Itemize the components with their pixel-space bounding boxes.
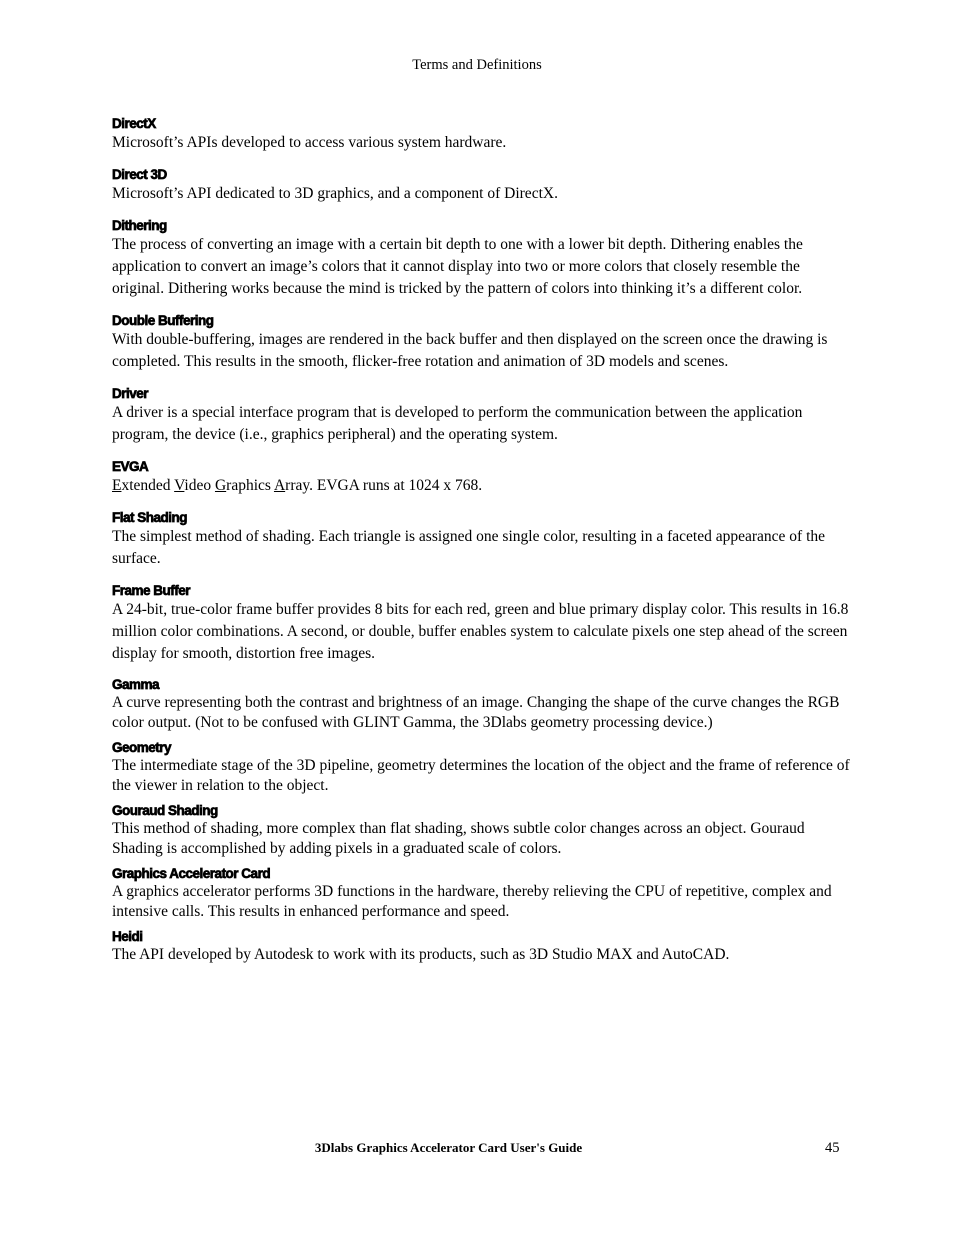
running-footer-title: 3Dlabs Graphics Accelerator Card User's Guide (314, 1140, 583, 1155)
glossary-entry-geometry (112, 739, 852, 796)
term-definition: Microsoft’s API dedicated to 3D graphics, and a component of DirectX. (112, 185, 558, 202)
acronym-letter: V (174, 477, 185, 494)
glossary-entry-gamma (112, 676, 852, 733)
glossary-entry-heidi (112, 928, 852, 965)
term-heading: Frame Buffer (112, 583, 191, 598)
running-header: Terms and Definitions (412, 57, 542, 73)
term-heading: Driver (112, 386, 149, 401)
definition-text: rray. EVGA runs at 1024 x 768. (285, 477, 483, 494)
term-heading: Double Buffering (112, 313, 214, 328)
term-definition: With double-buffering, images are rendered in the back buffer and then displayed on the screen once the drawing is completed. This results in the smooth, flicker-free rotation and animation of 3D models and scenes. (112, 331, 828, 370)
term-heading: DirectX (112, 116, 156, 131)
term-heading: EVGA (112, 459, 149, 474)
glossary-entry-frame-buffer (112, 582, 852, 665)
acronym-letter: G (214, 477, 227, 494)
term-definition: This method of shading, more complex than flat shading, shows subtle color changes across an object. Gouraud Shading is accomplished by adding pixels in a graduated scale of colors. (112, 820, 805, 857)
term-definition: A driver is a special interface program that is developed to perform the communication between the application program, the device (i.e., graphics peripheral) and the operating system. (112, 404, 803, 443)
term-heading: Direct 3D (112, 167, 167, 182)
glossary-entry-flat-shading (112, 509, 852, 570)
term-definition (112, 475, 852, 497)
term-definition: The process of converting an image with a certain bit depth to one with a lower bit depth. Dithering enables the application to convert an image’s colors that it cannot display into two or more colors that closely resemble the original. Dithering works because the mind is tricked by the pattern of colors into thinking it’s a different color. (112, 236, 803, 297)
glossary-entry-direct-3d (112, 166, 852, 205)
term-heading: Geometry (112, 740, 172, 755)
term-heading: Graphics Accelerator Card (112, 866, 271, 881)
acronym-letter: A (273, 477, 286, 494)
glossary-entry-directx (112, 115, 852, 154)
term-heading: Gamma (112, 677, 160, 692)
term-heading: Gouraud Shading (112, 803, 218, 818)
term-heading: Dithering (112, 218, 167, 233)
glossary (112, 115, 852, 965)
definition-text: raphics (226, 477, 274, 494)
term-definition: A graphics accelerator performs 3D functions in the hardware, thereby relieving the CPU of repetitive, complex and intensive calls. This results in enhanced performance and speed. (112, 883, 832, 920)
term-definition: The API developed by Autodesk to work with its products, such as 3D Studio MAX and AutoCAD. (112, 946, 730, 963)
term-definition: The intermediate stage of the 3D pipeline, geometry determines the location of the object and the frame of reference of the viewer in relation to the object. (112, 757, 850, 794)
glossary-entry-driver (112, 385, 852, 446)
glossary-entry-gouraud-shading (112, 802, 852, 859)
definition-text: ideo (184, 477, 215, 494)
term-heading: Flat Shading (112, 510, 187, 525)
acronym-letter: E (112, 477, 122, 494)
term-definition: A curve representing both the contrast and brightness of an image. Changing the shape of the curve changes the RGB color output. (Not to be confused with GLINT Gamma, the 3Dlabs geometry processing device.) (112, 694, 840, 731)
term-definition: Microsoft’s APIs developed to access various system hardware. (112, 134, 507, 151)
glossary-entry-dithering (112, 217, 852, 300)
glossary-entry-double-buffering (112, 312, 852, 373)
term-definition: The simplest method of shading. Each triangle is assigned one single color, resulting in a faceted appearance of the surface. (112, 528, 826, 567)
glossary-entry-graphics-accelerator-card (112, 865, 852, 922)
page-number: 45 (825, 1140, 840, 1156)
term-heading: Heidi (112, 929, 143, 944)
glossary-entry-evga (112, 458, 852, 497)
term-definition: A 24-bit, true-color frame buffer provides 8 bits for each red, green and blue primary display color. This results in 16.8 million color combinations. A second, or double, buffer enables system to calculate pixels one step ahead of the screen display for smooth, distortion free images. (112, 601, 849, 662)
definition-text: xtended (121, 477, 175, 494)
